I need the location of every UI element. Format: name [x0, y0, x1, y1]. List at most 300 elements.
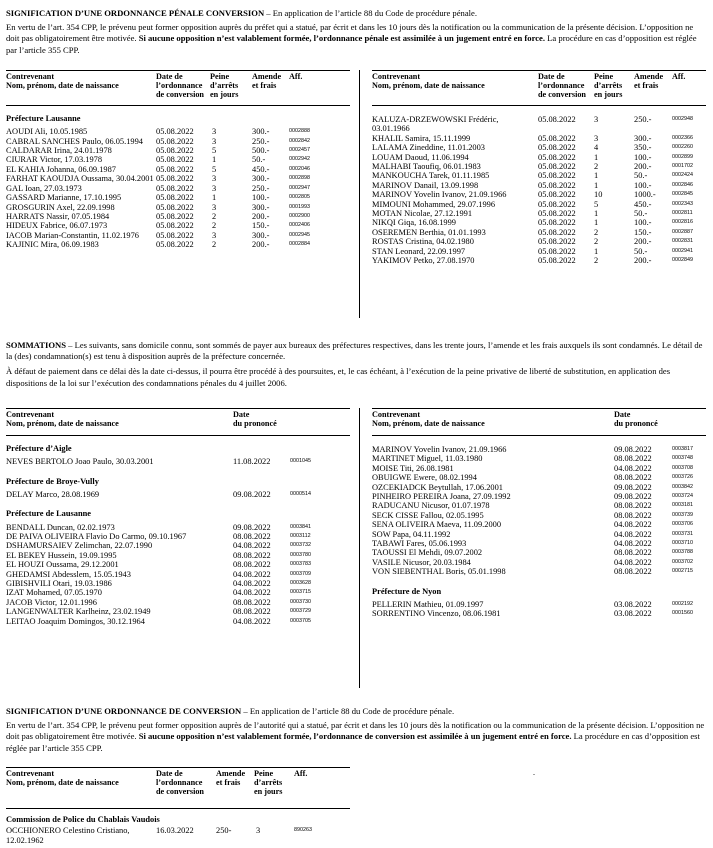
cell-name: DELAY Marco, 28.08.1969	[6, 489, 100, 499]
cell-aff: 0002941	[672, 247, 693, 254]
table-row	[372, 520, 706, 529]
section2-heading	[6, 340, 706, 362]
cell-name: MALHABI Taoufiq, 06.01.1983	[372, 162, 481, 172]
header-name	[372, 72, 485, 90]
header-date-l3: de conversion	[156, 90, 204, 100]
table-header	[6, 72, 350, 106]
table-row	[372, 134, 706, 143]
header-name-l2: Nom, prénom, date de naissance	[6, 81, 119, 91]
table-row	[372, 501, 706, 510]
header-name-l1: Contrevenant	[6, 410, 55, 419]
cell-name: AOUDI Ali, 10.05.1985	[6, 127, 88, 137]
header-name-l1: Contrevenant	[6, 769, 55, 778]
cell-peine: 1	[594, 180, 599, 190]
section3-title-tail: – En application de l’article 88 du Code de procédure pénale.	[241, 706, 455, 716]
cell-aff: 0003817	[672, 446, 693, 452]
cell-amende: 150.-	[252, 221, 270, 231]
cell-name: KALUZA-DRZEWOWSKI Frédéric, 03.01.1966	[372, 115, 499, 134]
header-name	[372, 410, 485, 428]
cell-name: BENDALL Duncan, 02.02.1973	[6, 522, 115, 532]
section2-left-table	[6, 408, 350, 626]
cell-aff: 0002366	[672, 134, 693, 141]
header-date-l1: Date de	[156, 72, 183, 81]
cell-peine: 1	[594, 209, 599, 219]
section1-right-table	[372, 70, 706, 266]
cell-date: 08.08.2022	[614, 567, 652, 577]
table-row	[372, 209, 706, 218]
cell-aff: 0003748	[672, 455, 693, 462]
cell-name: LALAMA Zineddine, 11.01.2003	[372, 143, 485, 153]
table-row	[372, 539, 706, 548]
table-row	[6, 826, 350, 845]
cell-amende: 150.-	[634, 227, 652, 237]
cell-name: MOTAN Nicolae, 27.12.1991	[372, 209, 473, 219]
group-title: Préfecture de Nyon	[372, 586, 442, 596]
header-peine	[210, 72, 238, 99]
cell-aff: 0003709	[290, 570, 311, 577]
cell-date: 05.08.2022	[538, 162, 576, 172]
cell-aff: 0003181	[672, 502, 693, 509]
table-row	[6, 127, 350, 136]
cell-date: 08.08.2022	[233, 560, 271, 570]
table-row	[6, 617, 350, 626]
header-date-l1: Date	[614, 410, 631, 419]
cell-date: 05.08.2022	[156, 146, 194, 156]
cell-aff: 0002046	[289, 165, 310, 172]
table-row	[372, 228, 706, 237]
table-row	[372, 218, 706, 227]
section3-heading	[6, 706, 706, 717]
cell-aff: 0003112	[290, 532, 311, 539]
cell-name: NIKQI Giqa, 16.08.1999	[372, 218, 456, 228]
table-row	[372, 558, 706, 567]
cell-date: 04.08.2022	[233, 588, 271, 598]
table-row	[6, 532, 350, 541]
cell-amende: 200.-	[634, 256, 652, 266]
cell-date: 04.08.2022	[614, 557, 652, 567]
cell-peine: 2	[594, 162, 599, 172]
table-row	[372, 548, 706, 557]
cell-date: 08.08.2022	[233, 607, 271, 617]
cell-name: OCCHIONERO Celestino Cristiano, 12.02.1962	[6, 826, 130, 845]
header-peine-l2: d’arrêts	[254, 778, 283, 788]
header-peine-l3: en jours	[254, 787, 283, 797]
cell-name: MANKOUCHA Tarek, 01.11.1985	[372, 171, 490, 181]
cell-aff: 0003702	[672, 558, 693, 565]
cell-date: 09.08.2022	[614, 482, 652, 492]
table-row	[372, 464, 706, 473]
cell-amende: 100.-	[634, 218, 652, 228]
cell-aff: 0002846	[672, 181, 693, 188]
header-name-l1: Contrevenant	[6, 72, 55, 81]
cell-aff: 0002942	[289, 156, 310, 163]
cell-name: PELLERIN Mathieu, 01.09.1997	[372, 599, 484, 609]
cell-date: 05.08.2022	[156, 211, 194, 221]
section3-text-a: En vertu de l’art. 354 CPP, le prévenu peut former opposition auprès de l’autorité qui a statué, par écrit et dans les 10 jours dès la notification ou la communication de la présente décision. L’opposition ne doit pas obligatoirement être motivée.	[6, 720, 705, 742]
cell-peine: 3	[256, 826, 261, 836]
cell-date: 05.08.2022	[156, 155, 194, 165]
cell-date: 11.08.2022	[233, 457, 271, 467]
cell-aff: 0002192	[672, 600, 693, 607]
table-row	[6, 560, 350, 569]
cell-peine: 2	[212, 211, 217, 221]
header-amende	[216, 769, 245, 787]
cell-peine: 3	[594, 133, 599, 143]
cell-name: STAN Leonard, 22.09.1997	[372, 246, 466, 256]
cell-date: 05.08.2022	[538, 171, 576, 181]
cell-name: GASSARD Marianne, 17.10.1995	[6, 193, 122, 203]
table-row	[6, 570, 350, 579]
cell-name: CALDARAR Irina, 24.01.1978	[6, 146, 112, 156]
cell-aff: 0003730	[290, 598, 311, 605]
table-row	[372, 511, 706, 520]
cell-date: 05.08.2022	[156, 193, 194, 203]
rows	[6, 127, 350, 249]
section1-title-tail: – En application de l’article 88 du Code de procédure pénale.	[264, 8, 478, 18]
header-peine-l1: Peine	[254, 769, 274, 778]
table-row	[6, 240, 350, 249]
cell-date: 05.08.2022	[538, 190, 576, 200]
table-row	[6, 490, 350, 499]
table-row	[6, 212, 350, 221]
cell-date: 04.08.2022	[233, 541, 271, 551]
cell-name: MIMOUNI Mohammed, 29.07.1996	[372, 199, 496, 209]
stray-dot: .	[533, 768, 535, 777]
section3-text-b: Si aucune opposition n’est valablement formée, l’ordonnance de conversion est assimilée à un jugement entré en force.	[138, 731, 572, 742]
group-title: Préfecture de Broye-Vully	[6, 476, 99, 486]
cell-name: KHALIL Samira, 15.11.1999	[372, 133, 471, 143]
table-row	[6, 221, 350, 230]
cell-name: TAOUSSI El Mehdi, 09.07.2002	[372, 548, 483, 558]
header-amende-l2: et frais	[634, 81, 659, 91]
cell-date: 05.08.2022	[156, 221, 194, 231]
rows	[6, 457, 350, 466]
cell-date: 08.08.2022	[233, 531, 271, 541]
cell-date: 05.08.2022	[538, 218, 576, 228]
table-row	[372, 143, 706, 152]
header-date	[156, 72, 204, 99]
table-row	[372, 200, 706, 209]
cell-date: 05.08.2022	[156, 230, 194, 240]
cell-name: MOISE Titi, 26.08.1981	[372, 463, 454, 473]
table-row	[372, 153, 706, 162]
header-name-l2: Nom, prénom, date de naissance	[6, 778, 119, 788]
header-amende-l2: et frais	[216, 778, 241, 788]
cell-name: HARRATS Nassir, 07.05.1984	[6, 211, 110, 221]
cell-date: 04.08.2022	[233, 569, 271, 579]
cell-date: 04.08.2022	[614, 463, 652, 473]
section-ordonnance-conversion	[6, 706, 706, 754]
cell-name: FARHAT KAOUDJA Oussama, 30.04.2001	[6, 174, 154, 184]
cell-name: MARINOV Danail, 13.09.1998	[372, 180, 479, 190]
table-row	[6, 231, 350, 240]
section2-title: SOMMATIONS	[6, 340, 67, 350]
cell-date: 08.08.2022	[614, 473, 652, 483]
header-date-l2: l’ordonnance	[538, 81, 585, 91]
cell-date: 05.08.2022	[156, 183, 194, 193]
table-row	[6, 607, 350, 616]
cell-date: 05.08.2022	[156, 240, 194, 250]
cell-name: GAL Ioan, 27.03.1973	[6, 183, 82, 193]
cell-date: 05.08.2022	[156, 164, 194, 174]
section1-title: SIGNIFICATION D’UNE ORDONNANCE PÉNALE CONVERSION	[6, 8, 265, 18]
cell-date: 09.08.2022	[233, 522, 271, 532]
cell-name: LANGENWALTER Karlheinz, 23.02.1949	[6, 607, 151, 617]
table-row	[372, 483, 706, 492]
cell-aff: 0002888	[289, 128, 310, 135]
cell-date: 05.08.2022	[538, 143, 576, 153]
table-row	[6, 137, 350, 146]
group-title: Préfecture d’Aigle	[6, 444, 72, 453]
table-row	[372, 237, 706, 246]
section1-heading	[6, 8, 706, 19]
cell-aff: 0002842	[289, 137, 310, 144]
cell-name: SECK CISSE Fallou, 02.05.1995	[372, 510, 484, 520]
rows	[372, 115, 706, 266]
cell-date: 08.08.2022	[614, 510, 652, 520]
section2-title-tail: – Les suivants, sans domicile connu, sont sommés de payer aux bureaux des préfectures respectives, dans les trente jours, l’amende et les frais auxquels ils sont condamnés. Le détail de la (des) condamnation(s) est tenu à disposition auprès de la préfecture concernée.	[6, 340, 703, 362]
header-amende	[252, 72, 281, 90]
cell-name: RADUCANU Nicusor, 01.07.1978	[372, 501, 490, 511]
cell-aff: 0002715	[672, 568, 693, 575]
cell-name: SOW Papa, 04.11.1992	[372, 529, 451, 539]
table-row	[6, 165, 350, 174]
section3-title: SIGNIFICATION D’UNE ORDONNANCE DE CONVERSION	[6, 706, 242, 716]
cell-name: JACOB Victor, 12.01.1996	[6, 597, 97, 607]
table-row	[372, 256, 706, 265]
cell-peine: 5	[212, 164, 217, 174]
table-row	[372, 247, 706, 256]
cell-name: OZCEKIADCK Beytullah, 17.06.2001	[372, 482, 503, 492]
table-row	[372, 473, 706, 482]
section3-table	[6, 767, 350, 845]
cell-date: 09.08.2022	[614, 445, 652, 454]
table-row	[6, 193, 350, 202]
cell-peine: 4	[594, 143, 599, 153]
cell-peine: 1	[594, 171, 599, 181]
cell-date: 04.08.2022	[233, 579, 271, 588]
group-title: Préfecture Lausanne	[6, 114, 81, 123]
table-row	[372, 445, 706, 454]
table-row	[6, 146, 350, 155]
cell-name: EL BEKEY Hussein, 19.09.1995	[6, 550, 117, 560]
cell-name: IZAT Mohamed, 07.05.1970	[6, 588, 102, 598]
cell-date: 03.08.2022	[614, 599, 652, 609]
section2-text: À défaut de paiement dans ce délai dès la date ci-dessus, il pourra être procédé à des poursuites, et, le cas échéant, à l’exécution de la peine privative de liberté de substitution, en application des dispositions de la loi sur l’exécution des condamnations pénales du 4 juillet 2006.	[6, 366, 671, 388]
cell-aff: 0003726	[672, 474, 693, 481]
table-row	[6, 174, 350, 183]
header-peine-l2: d’arrêts	[210, 81, 239, 91]
header-name	[6, 769, 119, 787]
cell-date: 05.08.2022	[538, 237, 576, 247]
cell-name: GIBISHVILI Otari, 19.03.1986	[6, 579, 112, 588]
cell-amende: 50.-	[634, 209, 648, 219]
cell-peine: 1	[212, 193, 217, 203]
section1-left-table	[6, 70, 350, 250]
table-header	[6, 410, 350, 436]
header-amende-l2: et frais	[252, 81, 277, 91]
cell-aff: 0002805	[289, 194, 310, 201]
cell-amende: 300.-	[252, 174, 270, 184]
cell-date: 08.08.2022	[614, 548, 652, 558]
cell-amende: 450.-	[634, 199, 652, 209]
cell-date: 05.08.2022	[156, 136, 194, 146]
cell-peine: 3	[212, 174, 217, 184]
section3-text	[6, 720, 706, 754]
cell-peine: 2	[594, 237, 599, 247]
cell-aff: 0002457	[289, 147, 310, 154]
cell-aff: 0002845	[672, 191, 693, 198]
cell-peine: 2	[212, 221, 217, 231]
section1-divider	[359, 70, 360, 318]
cell-peine: 3	[212, 136, 217, 146]
cell-peine: 3	[212, 183, 217, 193]
header-name	[6, 410, 119, 428]
cell-amende: 300.-	[252, 127, 270, 137]
cell-date: 09.08.2022	[614, 492, 652, 502]
section2-divider	[359, 408, 360, 688]
cell-name: SENA OLIVEIRA Maeva, 11.09.2000	[372, 520, 502, 530]
cell-aff: 0003724	[672, 493, 693, 500]
cell-date: 08.08.2022	[233, 597, 271, 607]
cell-peine: 2	[212, 240, 217, 250]
cell-name: LOUAM Daoud, 11.06.1994	[372, 152, 469, 162]
section2-right-table	[372, 408, 706, 619]
rows	[6, 826, 350, 845]
cell-aff: 0003731	[672, 530, 693, 537]
header-date	[614, 410, 658, 428]
cell-name: MARTINET Miguel, 11.03.1980	[372, 454, 483, 464]
header-date-l1: Date de	[538, 72, 565, 81]
cell-aff: 0003780	[290, 551, 311, 558]
cell-aff: 0003710	[672, 540, 693, 547]
cell-name: CABRAL SANCHES Paulo, 06.05.1994	[6, 136, 143, 146]
table-header	[6, 769, 350, 809]
spacer	[372, 436, 706, 445]
header-name-l2: Nom, prénom, date de naissance	[372, 419, 485, 429]
cell-date: 03.08.2022	[614, 609, 652, 619]
cell-name: DE PAIVA OLIVEIRA Flavio Do Carmo, 09.10.1967	[6, 531, 187, 541]
cell-peine: 5	[212, 146, 217, 156]
cell-name: DSHAMURSAIEV Zelimchan, 22.07.1990	[6, 541, 153, 551]
header-date-l2: l’ordonnance	[156, 81, 203, 91]
header-peine-l3: en jours	[594, 90, 623, 100]
cell-name: CIURAR Victor, 17.03.1978	[6, 155, 103, 165]
header-name	[6, 72, 119, 90]
cell-date: 16.03.2022	[156, 826, 194, 836]
cell-date: 04.08.2022	[233, 616, 271, 626]
cell-amende: 200.-	[252, 211, 270, 221]
cell-peine: 1	[594, 152, 599, 162]
table-row	[372, 190, 706, 199]
cell-aff: 0002849	[672, 257, 693, 264]
cell-date: 05.08.2022	[538, 209, 576, 219]
table-row	[372, 115, 706, 134]
header-amende-l1: Amende	[252, 72, 282, 81]
cell-name: IACOB Marian-Constantin, 11.02.1976	[6, 230, 139, 240]
cell-aff: 0002816	[672, 219, 693, 226]
header-date-l2: l’ordonnance	[156, 778, 203, 788]
cell-aff: 0002884	[289, 241, 310, 248]
cell-date: 04.08.2022	[614, 529, 652, 539]
cell-aff: 0002945	[289, 231, 310, 238]
cell-aff: 0003783	[290, 561, 311, 568]
cell-amende: 250.-	[252, 136, 270, 146]
cell-date: 05.08.2022	[156, 174, 194, 184]
cell-aff: 0001045	[290, 458, 311, 465]
cell-date: 04.08.2022	[614, 539, 652, 549]
cell-date: 05.08.2022	[538, 152, 576, 162]
header-date-l2: du prononcé	[233, 419, 277, 429]
cell-aff: 0003715	[290, 589, 311, 596]
cell-date: 05.08.2022	[538, 246, 576, 256]
header-date-l3: de conversion	[156, 787, 204, 797]
cell-aff: 0002899	[672, 153, 693, 160]
cell-peine: 10	[594, 190, 603, 200]
cell-date: 08.08.2022	[233, 550, 271, 560]
header-peine-l3: en jours	[210, 90, 239, 100]
table-row	[372, 171, 706, 180]
header-peine-l1: Peine	[594, 72, 614, 81]
rows	[372, 600, 706, 619]
group-title: Commission de Police du Chablais Vaudois	[6, 815, 160, 824]
cell-amende: 50.-	[634, 246, 648, 256]
cell-aff: 0002343	[672, 200, 693, 207]
cell-name: VASILE Nicusor, 20.03.1984	[372, 557, 471, 567]
cell-amende: 500.-	[252, 146, 270, 156]
cell-date: 04.08.2022	[614, 520, 652, 530]
cell-peine: 1	[212, 155, 217, 165]
cell-aff: 0003628	[290, 580, 311, 586]
table-row	[6, 523, 350, 532]
section1-text-b: Si aucune opposition n’est valablement formée, l’ordonnance pénale est assimilée à un jugement entré en force.	[138, 33, 546, 44]
cell-amende: 250.-	[634, 115, 652, 124]
cell-peine: 3	[212, 230, 217, 240]
cell-name: TABAWI Fares, 05.06.1993	[372, 539, 467, 549]
cell-aff: 0002948	[672, 116, 693, 122]
cell-name: EL KAHIA Johanna, 06.09.1987	[6, 164, 116, 174]
cell-aff: 0002947	[289, 184, 310, 191]
header-date-l1: Date de	[156, 769, 183, 778]
cell-name: YAKIMOV Petko, 27.08.1970	[372, 256, 475, 266]
cell-amende: 450.-	[252, 164, 270, 174]
cell-amende: 300.-	[252, 202, 270, 212]
cell-peine: 3	[212, 202, 217, 212]
cell-amende: 50.-	[252, 155, 266, 165]
table-row	[372, 454, 706, 463]
header-date-l3: de conversion	[538, 90, 586, 100]
cell-date: 05.08.2022	[538, 227, 576, 237]
cell-amende: 250.-	[252, 183, 270, 193]
cell-amende: 50.-	[634, 171, 648, 181]
cell-aff: 0003788	[672, 549, 693, 556]
table-row	[6, 598, 350, 607]
cell-name: MARINOV Yovelin Ivanov, 21.09.1966	[372, 190, 507, 200]
cell-date: 05.08.2022	[538, 115, 576, 124]
cell-date: 05.08.2022	[156, 127, 194, 137]
header-peine	[594, 72, 622, 99]
cell-peine: 2	[594, 256, 599, 266]
table-row	[372, 492, 706, 501]
cell-amende: 200.-	[634, 162, 652, 172]
header-date-l1: Date	[233, 410, 250, 419]
section-sommations	[6, 340, 706, 389]
table-row	[6, 551, 350, 560]
table-row	[372, 530, 706, 539]
header-name-l2: Nom, prénom, date de naissance	[372, 81, 485, 91]
cell-date: 05.08.2022	[538, 256, 576, 266]
cell-date: 08.08.2022	[614, 501, 652, 511]
